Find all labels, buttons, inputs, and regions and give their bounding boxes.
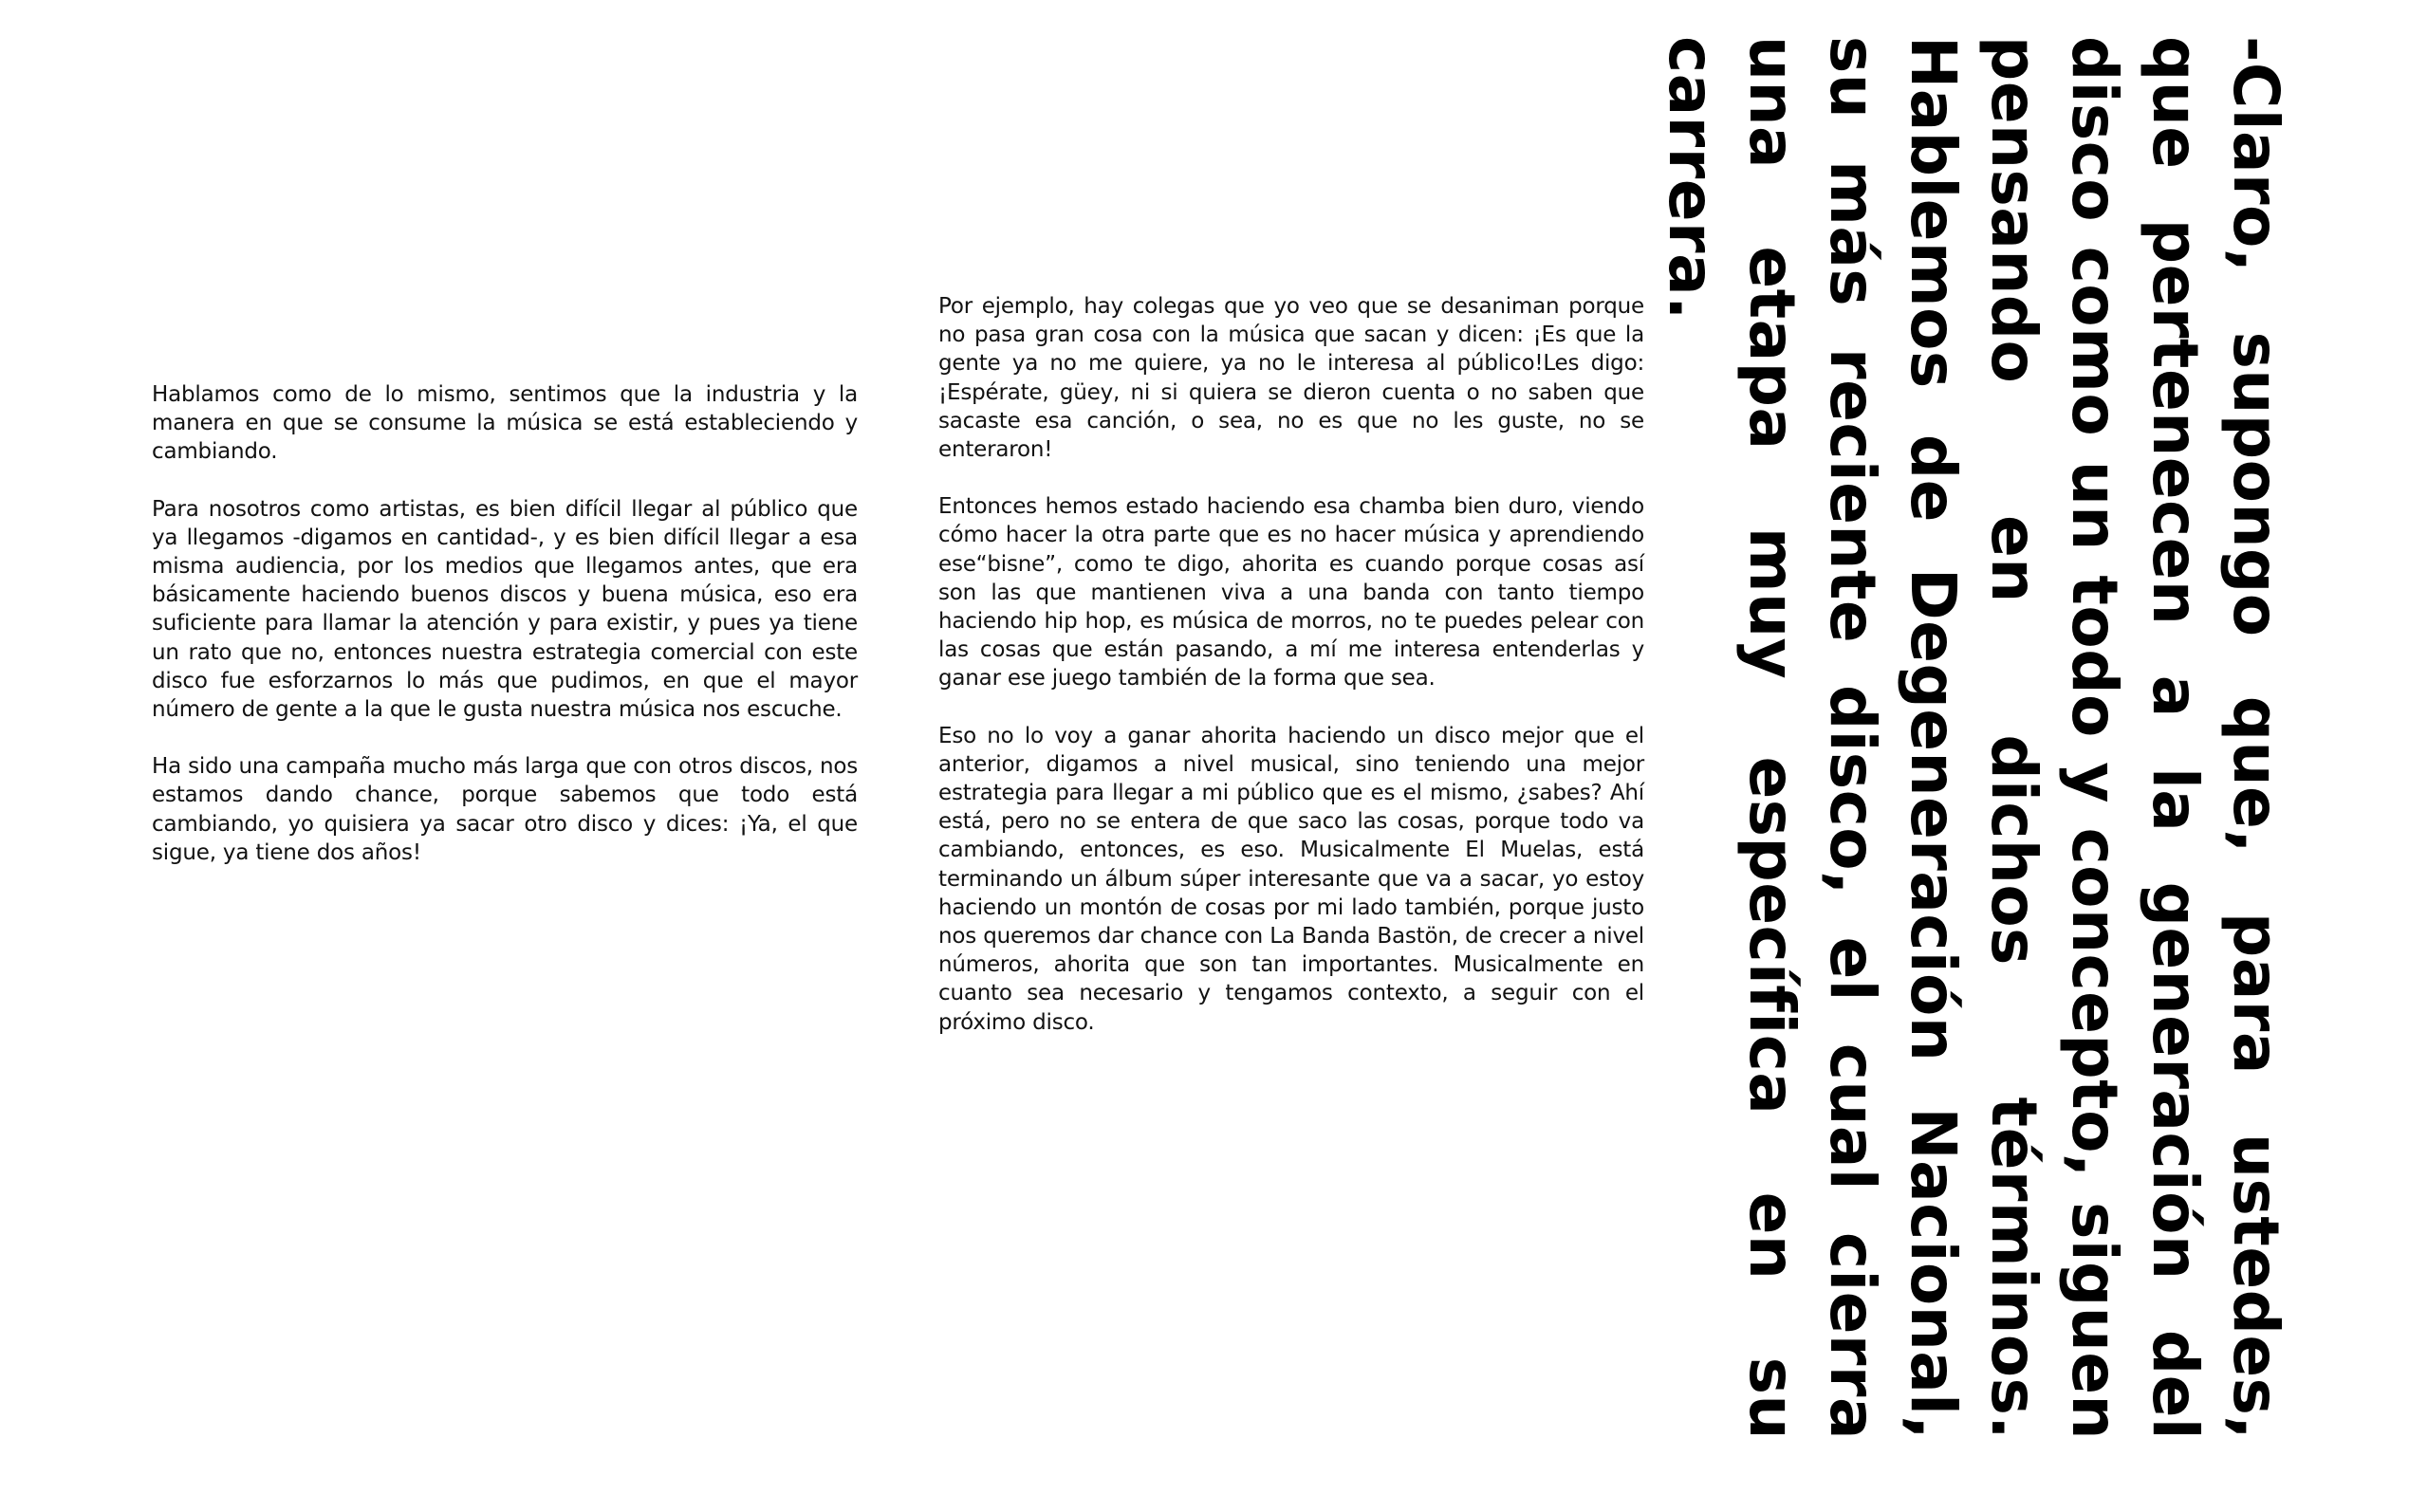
paragraph: Para nosotros como artistas, es bien difícil llegar al público que ya llegamos -digamos en cantidad-, y es bien difícil llegar a esa misma audiencia, por los medios que llegamos antes, que era básicamente haciendo buenos discos y buena música, eso era suficiente para llamar la atención y para existir, y pues ya tiene un rato que no, entonces nuestra estrategia comercial con este disco fue esforzarnos lo más que pudimos, en que el mayor número de gente a la que le gusta nuestra música nos escuche. — [152, 496, 858, 723]
left-text-column — [152, 380, 858, 895]
paragraph: Eso no lo voy a ganar ahorita haciendo un disco mejor que el anterior, digamos a nivel musical, sino teniendo una mejor estrategia para llegar a mi público que es el mismo, ¿sabes? Ahí está, pero no se entera de que saco las cosas, porque todo va cambiando, entonces, es eso. Musicalmente El Muelas, está terminando un álbum súper interesante que va a sacar, yo estoy haciendo un montón de cosas por mi lado también, porque justo nos queremos dar chance con La Banda Bastön, de crecer a nivel números, ahorita que son tan importantes. Musicalmente en cuanto sea necesario y tengamos contexto, a seguir con el próximo disco. — [938, 723, 1644, 1035]
paragraph: Hablamos como de lo mismo, sentimos que la industria y la manera en que se consume la música se está estableciendo y cambiando. — [152, 382, 858, 465]
interview-question-pullquote: -Claro, supongo que, para ustedes, que pertenecen a la generación del disco como un todo y concepto, siguen pensando en dichos términos. Hablemos de Degeneración Nacional, su más reciente disco, el cual cierra una etapa muy específica en su carrera. — [1655, 36, 2292, 1440]
paragraph: Ha sido una campaña mucho más larga que con otros discos, nos estamos dando chance, porque sabemos que todo está cambiando, yo quisiera ya sacar otro disco y dices: ¡Ya, el que sigue, ya tiene dos años! — [152, 754, 858, 865]
middle-text-column — [938, 292, 1644, 1065]
paragraph: Entonces hemos estado haciendo esa chamba bien duro, viendo cómo hacer la otra parte que es no hacer música y aprendiendo ese“bisne”, como te digo, ahorita es cuando porque cosas así son las que mantienen viva a una banda con tanto tiempo haciendo hip hop, es música de morros, no te puedes pelear con las cosas que están pasando, a mí me interesa entenderlas y ganar ese juego también de la forma que sea. — [938, 494, 1644, 691]
paragraph: Por ejemplo, hay colegas que yo veo que se desaniman porque no pasa gran cosa con la música que sacan y dicen: ¡Es que la gente ya no me quiere, ya no le interesa al público!Les digo:¡Espérate, güey, ni si quiera se dieron cuenta o no saben que sacaste esa canción, o sea, no es que no les guste, no se enteraron! — [938, 294, 1644, 463]
